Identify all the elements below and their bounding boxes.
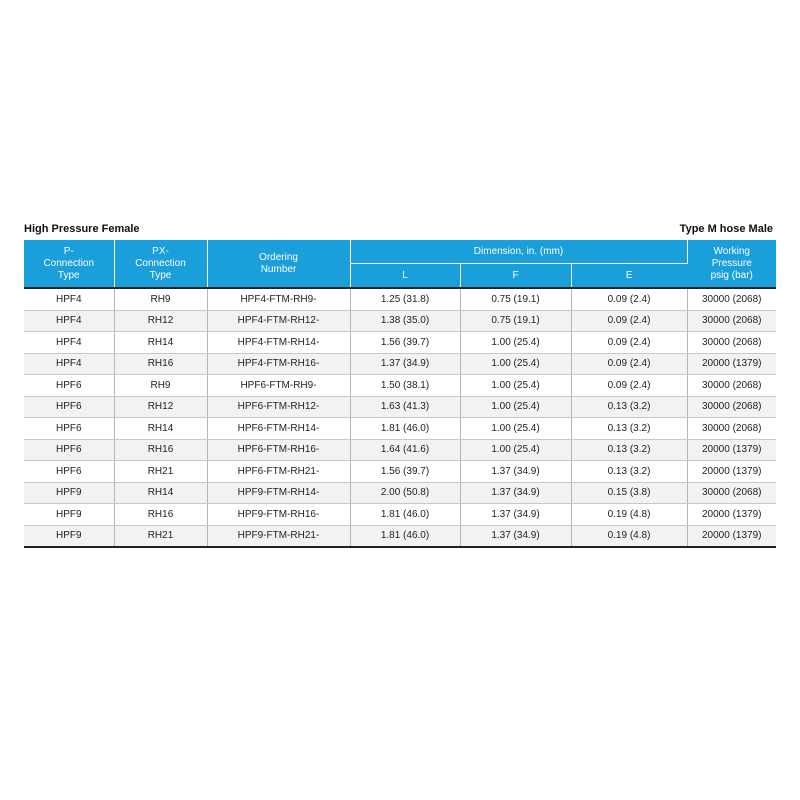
cell-ordering-number: HPF4-FTM-RH16- [207, 353, 350, 375]
cell-p-connection: HPF6 [24, 396, 114, 418]
cell-dim-l: 1.50 (38.1) [350, 375, 460, 397]
cell-px-connection: RH16 [114, 353, 207, 375]
table-row [24, 396, 776, 418]
cell-ordering-number: HPF6-FTM-RH16- [207, 439, 350, 461]
table-header [24, 240, 776, 288]
cell-dim-e: 0.19 (4.8) [571, 504, 687, 526]
cell-dim-f: 0.75 (19.1) [460, 310, 571, 332]
cell-dim-e: 0.13 (3.2) [571, 439, 687, 461]
col-header-dim-l: L [350, 264, 460, 289]
cell-dim-l: 1.64 (41.6) [350, 439, 460, 461]
col-header-dim-e: E [571, 264, 687, 289]
cell-dim-l: 1.81 (46.0) [350, 525, 460, 547]
cell-working-pressure: 20000 (1379) [687, 504, 776, 526]
cell-p-connection: HPF4 [24, 332, 114, 354]
cell-px-connection: RH9 [114, 288, 207, 310]
col-header-ordering-number: Ordering Number [207, 240, 350, 288]
cell-ordering-number: HPF4-FTM-RH14- [207, 332, 350, 354]
cell-working-pressure: 30000 (2068) [687, 396, 776, 418]
cell-dim-f: 1.00 (25.4) [460, 418, 571, 440]
cell-p-connection: HPF6 [24, 418, 114, 440]
cell-working-pressure: 20000 (1379) [687, 525, 776, 547]
cell-p-connection: HPF4 [24, 310, 114, 332]
cell-px-connection: RH9 [114, 375, 207, 397]
cell-working-pressure: 30000 (2068) [687, 288, 776, 310]
cell-ordering-number: HPF9-FTM-RH16- [207, 504, 350, 526]
cell-ordering-number: HPF9-FTM-RH21- [207, 525, 350, 547]
cell-dim-f: 1.00 (25.4) [460, 332, 571, 354]
cell-px-connection: RH12 [114, 310, 207, 332]
cell-working-pressure: 20000 (1379) [687, 461, 776, 483]
table-body [24, 288, 776, 547]
cell-p-connection: HPF9 [24, 482, 114, 504]
cell-dim-f: 1.00 (25.4) [460, 353, 571, 375]
cell-dim-l: 1.81 (46.0) [350, 504, 460, 526]
cell-p-connection: HPF9 [24, 504, 114, 526]
cell-ordering-number: HPF6-FTM-RH12- [207, 396, 350, 418]
col-header-dimension: Dimension, in. (mm) [350, 240, 687, 264]
table-row [24, 310, 776, 332]
table-row [24, 332, 776, 354]
cell-dim-f: 0.75 (19.1) [460, 288, 571, 310]
cell-working-pressure: 20000 (1379) [687, 439, 776, 461]
cell-dim-l: 1.56 (39.7) [350, 332, 460, 354]
cell-ordering-number: HPF6-FTM-RH21- [207, 461, 350, 483]
table-row [24, 461, 776, 483]
cell-px-connection: RH12 [114, 396, 207, 418]
cell-ordering-number: HPF6-FTM-RH9- [207, 375, 350, 397]
cell-dim-e: 0.13 (3.2) [571, 418, 687, 440]
cell-dim-e: 0.09 (2.4) [571, 288, 687, 310]
table-row [24, 525, 776, 547]
table-row [24, 375, 776, 397]
cell-dim-l: 1.37 (34.9) [350, 353, 460, 375]
cell-dim-f: 1.00 (25.4) [460, 375, 571, 397]
col-header-px-connection: PX- Connection Type [114, 240, 207, 288]
cell-dim-f: 1.00 (25.4) [460, 439, 571, 461]
cell-dim-l: 2.00 (50.8) [350, 482, 460, 504]
cell-dim-f: 1.37 (34.9) [460, 525, 571, 547]
cell-px-connection: RH21 [114, 525, 207, 547]
cell-ordering-number: HPF9-FTM-RH14- [207, 482, 350, 504]
cell-dim-e: 0.13 (3.2) [571, 461, 687, 483]
cell-dim-f: 1.37 (34.9) [460, 482, 571, 504]
cell-px-connection: RH14 [114, 482, 207, 504]
cell-working-pressure: 30000 (2068) [687, 375, 776, 397]
col-header-working-pressure: Working Pressure psig (bar) [687, 240, 776, 288]
cell-dim-f: 1.37 (34.9) [460, 461, 571, 483]
cell-working-pressure: 20000 (1379) [687, 353, 776, 375]
cell-px-connection: RH14 [114, 332, 207, 354]
cell-dim-l: 1.81 (46.0) [350, 418, 460, 440]
cell-dim-e: 0.13 (3.2) [571, 396, 687, 418]
cell-dim-e: 0.19 (4.8) [571, 525, 687, 547]
spec-table [24, 240, 776, 548]
table-row [24, 418, 776, 440]
cell-working-pressure: 30000 (2068) [687, 482, 776, 504]
table-row [24, 482, 776, 504]
cell-p-connection: HPF9 [24, 525, 114, 547]
cell-p-connection: HPF4 [24, 288, 114, 310]
cell-p-connection: HPF6 [24, 439, 114, 461]
cell-px-connection: RH16 [114, 504, 207, 526]
cell-px-connection: RH16 [114, 439, 207, 461]
cell-dim-l: 1.38 (35.0) [350, 310, 460, 332]
col-header-p-connection: P- Connection Type [24, 240, 114, 288]
cell-dim-f: 1.37 (34.9) [460, 504, 571, 526]
cell-ordering-number: HPF6-FTM-RH14- [207, 418, 350, 440]
cell-dim-e: 0.09 (2.4) [571, 353, 687, 375]
cell-p-connection: HPF6 [24, 375, 114, 397]
table-row [24, 288, 776, 310]
cell-dim-e: 0.15 (3.8) [571, 482, 687, 504]
cell-p-connection: HPF4 [24, 353, 114, 375]
table-row [24, 504, 776, 526]
cell-dim-l: 1.63 (41.3) [350, 396, 460, 418]
cell-dim-l: 1.56 (39.7) [350, 461, 460, 483]
cell-ordering-number: HPF4-FTM-RH9- [207, 288, 350, 310]
table-title-right: Type M hose Male [679, 223, 773, 235]
cell-ordering-number: HPF4-FTM-RH12- [207, 310, 350, 332]
table-row [24, 439, 776, 461]
cell-dim-e: 0.09 (2.4) [571, 332, 687, 354]
table-row [24, 353, 776, 375]
col-header-dim-f: F [460, 264, 571, 289]
cell-working-pressure: 30000 (2068) [687, 332, 776, 354]
cell-px-connection: RH21 [114, 461, 207, 483]
cell-dim-e: 0.09 (2.4) [571, 375, 687, 397]
cell-working-pressure: 30000 (2068) [687, 310, 776, 332]
cell-dim-l: 1.25 (31.8) [350, 288, 460, 310]
cell-px-connection: RH14 [114, 418, 207, 440]
cell-working-pressure: 30000 (2068) [687, 418, 776, 440]
table-title-left: High Pressure Female [24, 223, 140, 235]
cell-dim-e: 0.09 (2.4) [571, 310, 687, 332]
cell-dim-f: 1.00 (25.4) [460, 396, 571, 418]
cell-p-connection: HPF6 [24, 461, 114, 483]
